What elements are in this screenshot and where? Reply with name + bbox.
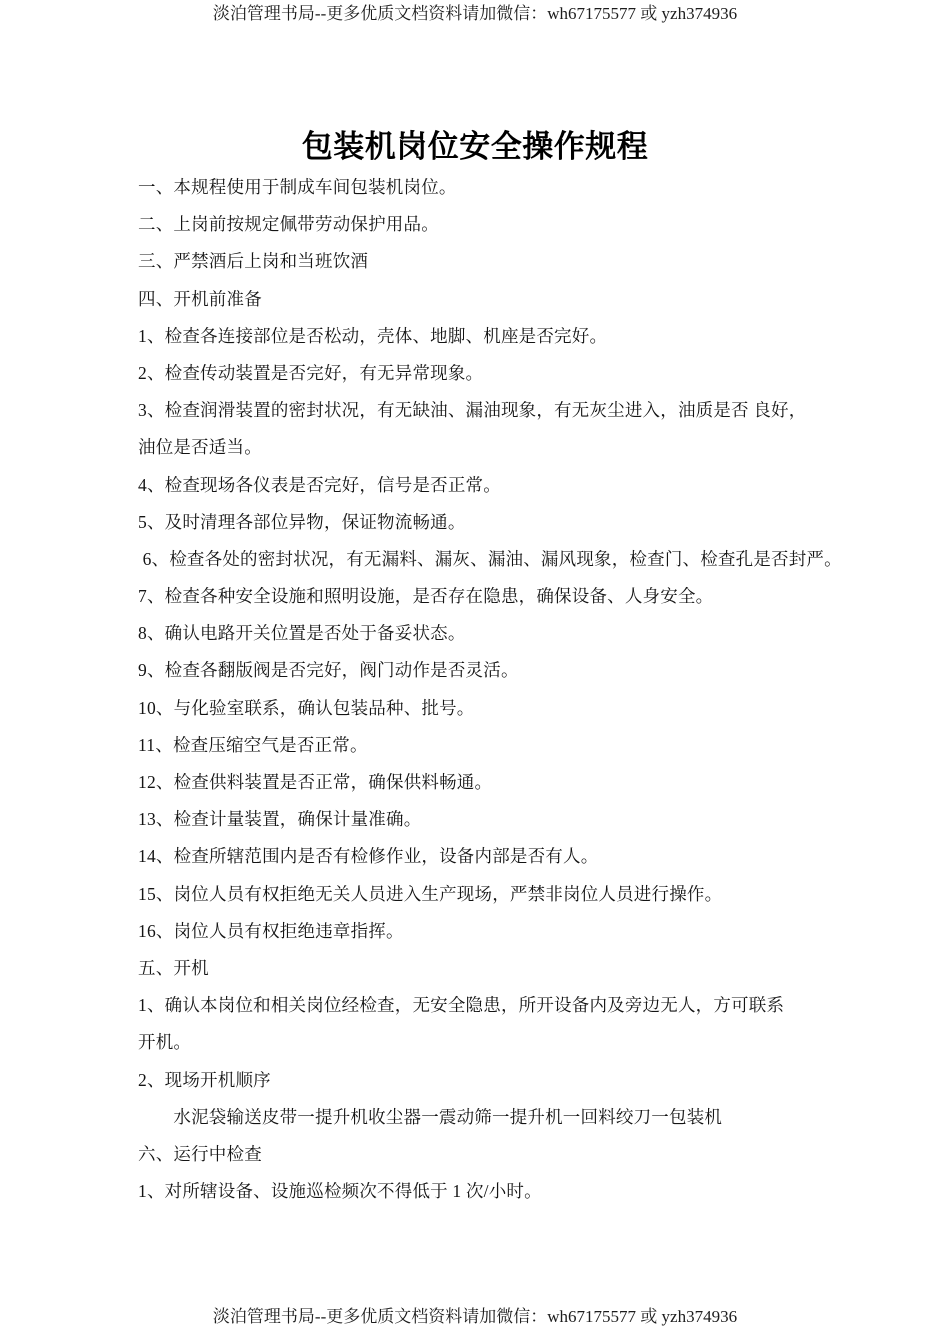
document-line: 15、岗位人员有权拒绝无关人员进入生产现场，严禁非岗位人员进行操作。 [138,883,723,904]
document-line: 水泥袋输送皮带一提升机收尘器一震动筛一提升机一回料绞刀一包装机 [138,1106,723,1127]
document-line: 1、对所辖设备、设施巡检频次不得低于 1 次/小时。 [138,1181,542,1202]
document-line: 14、检查所辖范围内是否有检修作业，设备内部是否有人。 [138,846,599,867]
document-line: 6、检查各处的密封状况，有无漏料、漏灰、漏油、漏风现象，检查门、检查孔是否封严。 [138,548,842,569]
document-line: 二、上岗前按规定佩带劳动保护用品。 [138,214,439,235]
document-line: 9、检查各翻版阀是否完好，阀门动作是否灵活。 [138,660,519,681]
document-line: 7、检查各种安全设施和照明设施，是否存在隐患，确保设备、人身安全。 [138,586,714,607]
document-line: 16、岗位人员有权拒绝违章指挥。 [138,920,404,941]
footer-watermark: 淡泊管理书局--更多优质文档资料请加微信：wh67175577 或 yzh374936 [212,1307,738,1326]
document-line: 六、运行中检查 [138,1143,262,1164]
document-line: 一、本规程使用于制成车间包装机岗位。 [138,177,457,197]
header-watermark: 淡泊管理书局--更多优质文档资料请加微信：wh67175577 或 yzh374936 [212,4,738,23]
document-line: 13、检查计量装置，确保计量准确。 [138,809,422,830]
document-line: 3、检查润滑装置的密封状况，有无缺油、漏油现象，有无灰尘进入，油质是否 良好， [138,400,807,421]
document-line: 五、开机 [138,957,209,978]
document-line: 2、检查传动装置是否完好，有无异常现象。 [138,362,484,383]
document-line: 开机。 [138,1032,192,1053]
page-title: 包装机岗位安全操作规程 [301,129,649,164]
document-line: 10、与化验室联系，确认包装品种、批号。 [138,697,475,718]
document-line: 油位是否适当。 [138,437,262,458]
document-line: 4、检查现场各仪表是否完好，信号是否正常。 [138,474,501,495]
document-line: 四、开机前准备 [138,288,262,309]
document-line: 1、检查各连接部位是否松动，壳体、地脚、机座是否完好。 [138,325,608,346]
document-line: 1、确认本岗位和相关岗位经检查，无安全隐患，所开设备内及旁边无人，方可联系 [138,995,785,1016]
document-line: 5、及时清理各部位异物，保证物流畅通。 [138,511,466,532]
document-line: 三、严禁酒后上岗和当班饮酒 [138,251,369,272]
document-line: 12、检查供料装置是否正常，确保供料畅通。 [138,772,493,792]
document-line: 2、现场开机顺序 [138,1069,271,1090]
document-body [138,169,898,1210]
document-line: 11、检查压缩空气是否正常。 [138,734,368,755]
document-line: 8、确认电路开关位置是否处于备妥状态。 [138,623,466,644]
